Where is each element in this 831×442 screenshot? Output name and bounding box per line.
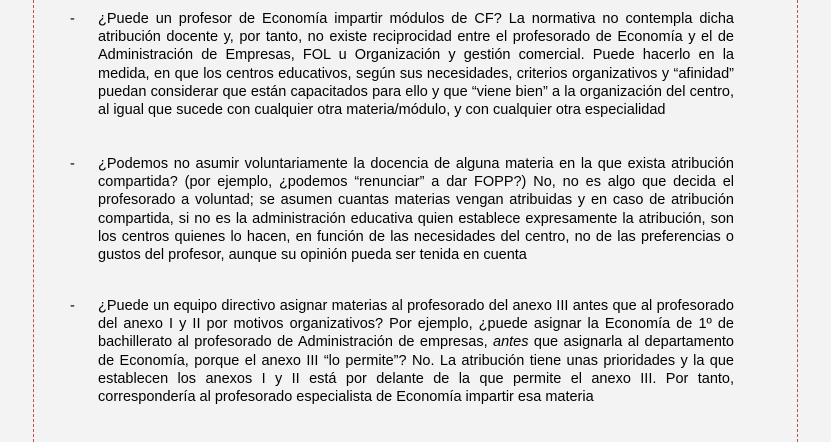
right-border-line — [797, 0, 798, 442]
list-item-text: ¿Podemos no asumir voluntariamente la docencia de alguna materia en la que exista atribución compartida? (por ejemplo, ¿podemos “renunciar” a dar FOPP?) No, no es algo que decida el profesorado a voluntad; se asumen cuantas materias vengan atribuidas y en caso de atribución compartida, si no es la administración educativa quien establece expresamente la atribución, son los centros quienes lo hacen, en función de las necesidades del centro, no de las preferencias o gustos del profesor, aunque su opinión pueda ser tenida en cuenta — [98, 156, 734, 264]
text-after-italic: que asignarla al departamento de Economía, porque el anexo III “lo permite”? No. La atribución tiene unas prioridades y la que establecen los anexos I y II está por delante de la que permite el anexo III. Por tanto, correspondería al profesorado especialista de Economía impartir esa materia — [98, 334, 734, 406]
text-before-italic: ¿Puede un equipo directivo asignar materias al profesorado del anexo III antes que al profesorado del anexo I y II por motivos organizativos? Por ejemplo, ¿puede asignar la Economía de 1º de bachillerato al profesorado de Administración de empresas, — [98, 298, 734, 351]
left-border-line — [33, 0, 34, 442]
list-bullet: - — [70, 156, 75, 172]
list-bullet: - — [70, 11, 75, 27]
list-bullet: - — [70, 298, 75, 314]
italic-emphasis: antes — [493, 334, 529, 351]
list-item-text — [98, 297, 734, 406]
list-item-text: ¿Puede un profesor de Economía impartir módulos de CF? La normativa no contempla dicha atribución docente y, por tanto, no existe reciprocidad entre el profesorado de Economía y el de Administración de Empresas, FOL u Organización y gestión comercial. Puede hacerlo en la medida, en que los centros educativos, según sus necesidades, criterios organizativos y “afinidad” puedan considerar que están capacitados para ello y que “viene bien” a la organización del centro, al igual que sucede con cualquier otra materia/módulo, y con cualquier otra especialidad — [98, 11, 734, 119]
